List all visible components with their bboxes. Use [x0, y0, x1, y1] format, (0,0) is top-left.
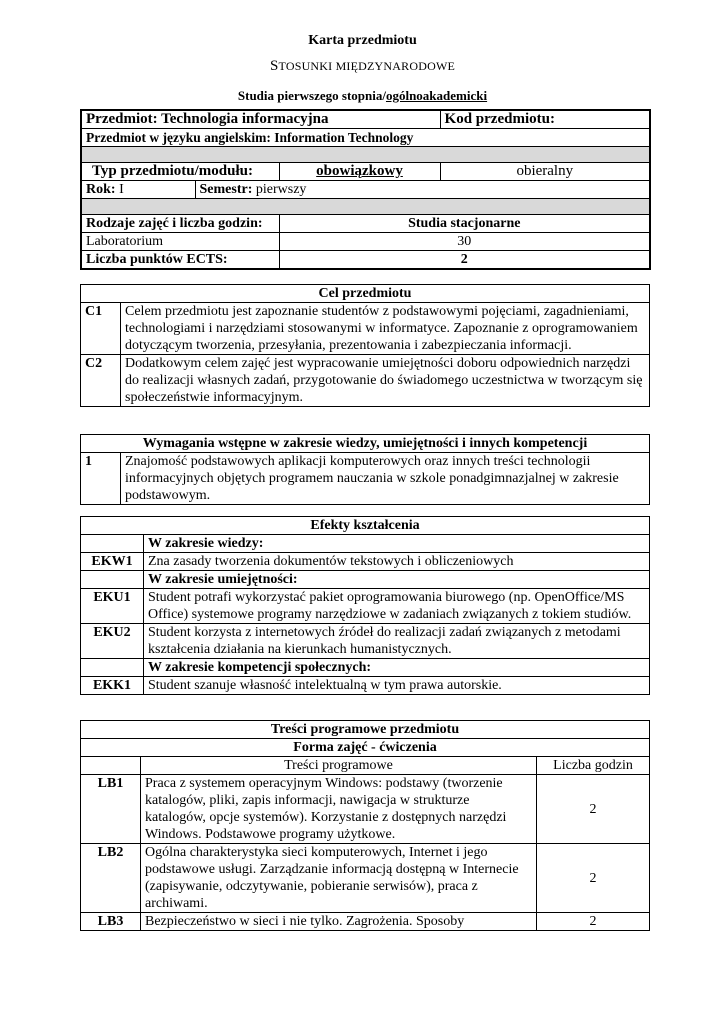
semester-value: pierwszy: [252, 182, 307, 197]
studies-profile: ogólnoakademicki: [385, 88, 488, 103]
document-title: Karta przedmiotu: [308, 33, 417, 48]
content-code: LB3: [81, 913, 141, 931]
outcome-text: Student potrafi wykorzystać pakiet oprogramowania biurowego (np. OpenOffice/MS Office) systemowe programy narzędziowe w zadaniach związanych z tokiem studiów.: [144, 589, 650, 624]
knowledge-heading: W zakresie wiedzy:: [144, 535, 650, 553]
year-value: I: [115, 182, 124, 197]
lab-label-cell: Laboratorium: [81, 233, 279, 251]
outcome-code: EKU2: [81, 624, 144, 659]
goal-text: Dodatkowym celem zajęć jest wypracowanie umiejętności doboru odpowiednich narzędzi do realizacji własnych zadań, przygotowanie do świadomego uczestnictwa w tworzącym się społeczeństwie informacyjnym.: [121, 355, 650, 407]
prerequisites-table: [80, 434, 650, 505]
classes-label-cell: Rodzaje zajęć i liczba godzin:: [81, 215, 279, 233]
content-text: Ogólna charakterystyka sieci komputerowych, Internet i jego podstawowe usługi. Zarządzanie informacją dostępną w Internecie (zapisywanie, odczytywanie, pobieranie serwisów), praca z archiwami.: [141, 844, 537, 913]
gray-separator: [81, 147, 650, 163]
prerequisite-text: Znajomość podstawowych aplikacji komputerowych oraz innych treści technologii informacyjnych objętych programem nauczania w szkole ponadgimnazjalnej w zakresie podstawowym.: [121, 453, 650, 505]
type-elective-cell: obieralny: [440, 163, 650, 181]
content-code: LB1: [81, 775, 141, 844]
studies-level: [0, 88, 725, 104]
content-text: Praca z systemem operacyjnym Windows: podstawy (tworzenie katalogów, pliki, zapis informacji, nawigacja w strukturze katalogów, opcje systemów). Korzystanie z dostępnych narzędzi Windows. Podstawowe programy użytkowe.: [141, 775, 537, 844]
course-info-table: [80, 109, 651, 270]
subject-title-initial: S: [269, 58, 279, 74]
type-mandatory-cell: [279, 163, 440, 181]
content-column-header: Treści programowe: [141, 757, 537, 775]
outcome-code: EKK1: [81, 677, 144, 695]
ects-label-cell: Liczba punktów ECTS:: [81, 251, 279, 270]
content-title: Treści programowe przedmiotu: [81, 721, 650, 739]
content-hours: 2: [537, 844, 650, 913]
semester-cell: [195, 181, 650, 199]
goals-title: Cel przedmiotu: [81, 285, 650, 303]
lab-hours-cell: 30: [279, 233, 650, 251]
goal-text: Celem przedmiotu jest zapoznanie studentów z podstawowymi pojęciami, zagadnieniami, technologiami i narzędziami stosowanymi w informatyce. Zapoznanie z oprogramowaniem dotyczącym tworzenia, przesyłania, prezentowania i zabezpieczania informacji.: [121, 303, 650, 355]
english-name-cell: Przedmiot w języku angielskim: Information Technology: [81, 129, 650, 147]
subject-title: [0, 58, 725, 75]
goals-table: [80, 284, 650, 407]
prerequisite-code: 1: [81, 453, 121, 505]
subject-name-cell: Przedmiot: Technologia informacyjna: [81, 110, 440, 129]
content-code: LB2: [81, 844, 141, 913]
type-label-cell: Typ przedmiotu/modułu:: [81, 163, 279, 181]
subject-code-cell: Kod przedmiotu:: [440, 110, 650, 129]
outcomes-title: Efekty kształcenia: [81, 517, 650, 535]
outcome-code: EKW1: [81, 553, 144, 571]
year-label: Rok:: [86, 182, 116, 197]
content-form: Forma zajęć - ćwiczenia: [81, 739, 650, 757]
content-text: Bezpieczeństwo w sieci i nie tylko. Zagrożenia. Sposoby: [141, 913, 537, 931]
study-mode-cell: Studia stacjonarne: [279, 215, 650, 233]
prerequisites-title: Wymagania wstępne w zakresie wiedzy, umiejętności i innych kompetencji: [81, 435, 650, 453]
outcome-code: EKU1: [81, 589, 144, 624]
outcome-text: Student korzysta z internetowych źródeł do realizacji zadań związanych z metodami kształcenia działania na kierunkach humanistycznych.: [144, 624, 650, 659]
skills-heading: W zakresie umiejętności:: [144, 571, 650, 589]
course-content-table: [80, 720, 650, 931]
social-heading: W zakresie kompetencji społecznych:: [144, 659, 650, 677]
semester-label: Semestr:: [199, 182, 253, 197]
type-mandatory: obowiązkowy: [316, 163, 403, 179]
goal-code: C1: [81, 303, 121, 355]
empty-cell: [81, 659, 144, 677]
content-hours: 2: [537, 913, 650, 931]
hours-column-header: Liczba godzin: [537, 757, 650, 775]
subject-title-rest: TOSUNKI MIĘDZYNARODOWE: [278, 59, 456, 73]
goal-code: C2: [81, 355, 121, 407]
empty-cell: [81, 757, 141, 775]
content-hours: 2: [537, 775, 650, 844]
empty-cell: [81, 535, 144, 553]
ects-value-cell: 2: [279, 251, 650, 270]
outcome-text: Zna zasady tworzenia dokumentów tekstowych i obliczeniowych: [144, 553, 650, 571]
empty-cell: [81, 571, 144, 589]
gray-separator: [81, 199, 650, 215]
learning-outcomes-table: [80, 516, 650, 695]
studies-prefix: Studia pierwszego stopnia/: [237, 88, 386, 103]
year-cell: [81, 181, 195, 199]
outcome-text: Student szanuje własność intelektualną w tym prawa autorskie.: [144, 677, 650, 695]
